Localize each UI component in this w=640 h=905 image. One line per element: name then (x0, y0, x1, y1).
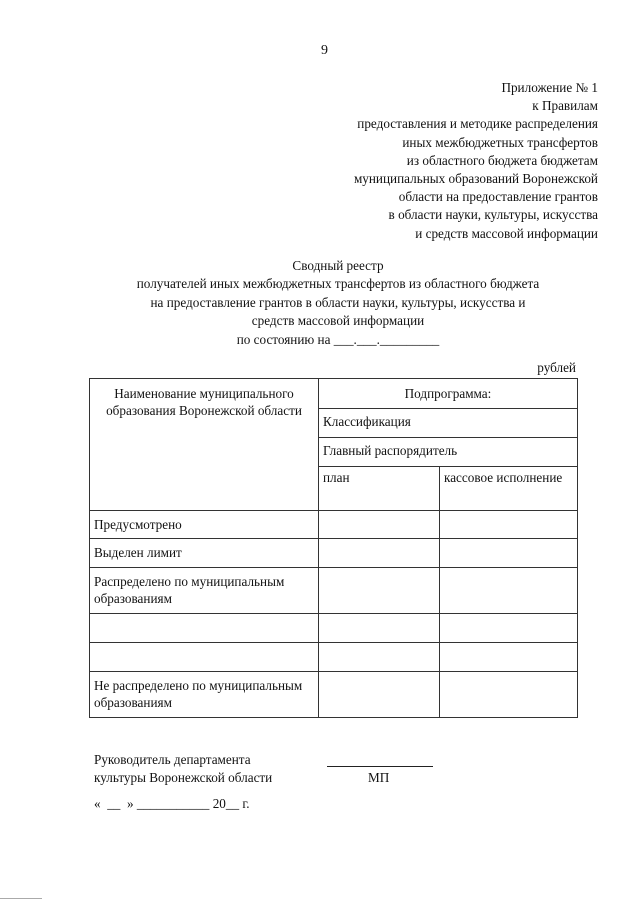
appendix-line: и средств массовой информации (415, 225, 598, 241)
title-date-line: по состоянию на ___.___._________ (236, 331, 440, 347)
stamp-place: МП (368, 770, 390, 785)
document-title (60, 257, 616, 349)
main-manager-header: Главный распорядитель (319, 438, 578, 467)
subprogram-header: Подпрограмма: (319, 379, 578, 409)
table-row (90, 568, 578, 614)
signatory-title-line: Руководитель департамента (94, 752, 251, 767)
cash-execution-header: кассовое исполнение (440, 467, 578, 511)
appendix-line: из областного бюджета бюджетам (406, 152, 598, 168)
signatory-title-line: культуры Воронежской области (94, 770, 273, 786)
table-row (90, 511, 578, 539)
plan-header: план (319, 467, 440, 511)
signatory-block (94, 751, 272, 788)
table-row (90, 672, 578, 718)
signature-line (327, 752, 433, 767)
title-line: Сводный реестр (292, 258, 384, 273)
plan-cell (319, 614, 440, 643)
registry-table (89, 378, 578, 718)
classification-header: Классификация (319, 409, 578, 438)
signature-date: « __ » ___________ 20__ г. (94, 796, 250, 811)
appendix-line: Приложение № 1 (501, 80, 598, 95)
table-row (90, 643, 578, 672)
cash-cell (440, 568, 578, 614)
appendix-header (354, 79, 598, 243)
scan-edge-line (0, 898, 42, 899)
appendix-line: муниципальных образований Воронежской (353, 171, 598, 187)
page-number: 9 (321, 43, 328, 58)
row-label: Распределено по муниципальным образованиям (90, 568, 319, 614)
plan-cell (319, 672, 440, 718)
title-line: средств массовой информации (251, 313, 425, 329)
plan-cell (319, 511, 440, 539)
appendix-line: в области науки, культуры, искусства (388, 207, 598, 223)
row-label (90, 614, 319, 643)
appendix-line: к Правилам (532, 98, 598, 114)
appendix-line: иных межбюджетных трансфертов (402, 134, 598, 150)
table-row (90, 614, 578, 643)
row-label (90, 643, 319, 672)
cash-cell (440, 511, 578, 539)
row-label: Выделен лимит (90, 539, 319, 568)
row-label: Не распределено по муниципальным образованиям (90, 672, 319, 718)
row-label: Предусмотрено (90, 511, 319, 539)
cash-cell (440, 672, 578, 718)
cash-cell (440, 614, 578, 643)
title-line: получателей иных межбюджетных трансфертов из областного бюджета (136, 276, 540, 292)
cash-cell (440, 643, 578, 672)
plan-cell (319, 568, 440, 614)
municipality-header: Наименование муниципального образования Воронежской области (90, 379, 319, 511)
appendix-line: предоставления и методике распределения (357, 116, 598, 132)
table-row (90, 539, 578, 568)
title-line: на предоставление грантов в области науки, культуры, искусства и (150, 294, 526, 310)
appendix-line: области на предоставление грантов (398, 189, 598, 205)
currency-unit: рублей (537, 360, 576, 375)
plan-cell (319, 539, 440, 568)
plan-cell (319, 643, 440, 672)
cash-cell (440, 539, 578, 568)
